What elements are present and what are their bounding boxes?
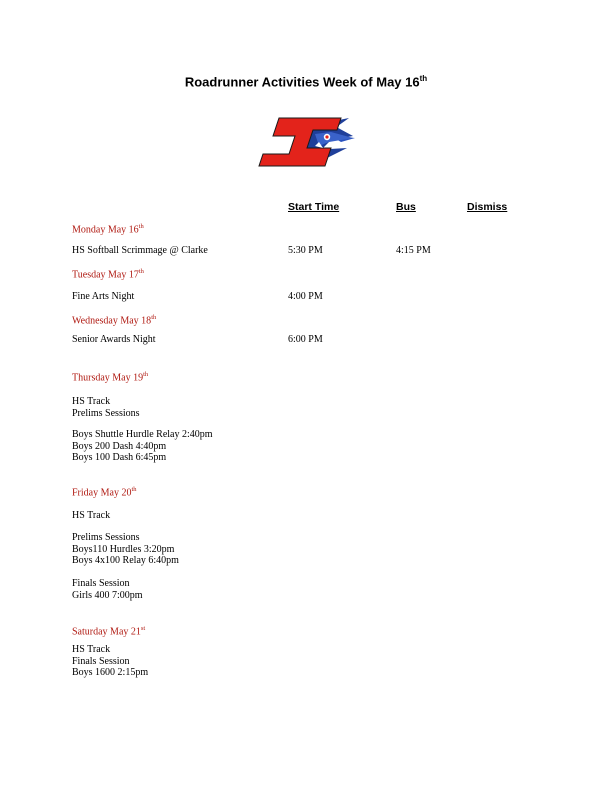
list-item: HS Track: [72, 644, 111, 655]
day-sup: th: [143, 371, 149, 378]
event-tuesday: Fine Arts Night: [72, 291, 135, 302]
friday-block-2: [72, 532, 179, 567]
day-heading-wednesday: [72, 314, 156, 326]
day-sup: th: [131, 486, 137, 493]
day-label: Saturday May 21: [72, 626, 141, 638]
page-title: [0, 74, 612, 89]
list-item: Boys 200 Dash 4:40pm: [72, 440, 167, 452]
list-item: Boys 4x100 Relay 6:40pm: [72, 555, 179, 566]
list-item: HS Track: [72, 510, 111, 521]
list-item: Girls 400 7:00pm: [72, 589, 143, 601]
list-item: Boys 100 Dash 6:45pm: [72, 452, 167, 463]
list-item: Boys110 Hurdles 3:20pm: [72, 543, 175, 555]
day-heading-friday: [72, 486, 137, 498]
day-heading-saturday: [72, 625, 145, 637]
day-sup: th: [151, 314, 157, 321]
column-header-start-time: Start Time: [288, 201, 340, 213]
page-title-text: Roadrunner Activities Week of May 16: [184, 74, 420, 90]
column-header-bus: Bus: [396, 201, 416, 213]
list-item: Finals Session: [72, 655, 130, 667]
day-sup: th: [138, 268, 144, 275]
friday-block-1: [72, 510, 110, 522]
list-item: Finals Session: [72, 578, 130, 589]
day-label: Monday May 16: [72, 224, 139, 236]
event-monday: HS Softball Scrimmage @ Clarke: [72, 245, 208, 256]
list-item: Prelims Sessions: [72, 532, 140, 543]
day-sup: th: [138, 223, 144, 230]
day-label: Friday May 20: [72, 487, 132, 499]
day-sup: st: [140, 625, 146, 632]
list-item: Boys 1600 2:15pm: [72, 667, 149, 678]
list-item: Prelims Sessions: [72, 407, 140, 419]
day-label: Tuesday May 17: [72, 269, 139, 281]
page-title-sup: th: [419, 74, 428, 83]
start-time-wednesday: 6:00 PM: [288, 334, 323, 345]
event-wednesday: Senior Awards Night: [72, 334, 156, 345]
bus-time-monday: 4:15 PM: [396, 245, 431, 256]
day-label: Wednesday May 18: [72, 315, 152, 327]
friday-block-3: [72, 578, 143, 601]
list-item: HS Track: [72, 396, 111, 407]
start-time-monday: 5:30 PM: [288, 245, 323, 256]
day-heading-tuesday: [72, 268, 144, 280]
column-header-dismiss: Dismiss: [467, 201, 508, 213]
day-heading-thursday: [72, 371, 148, 383]
day-heading-monday: [72, 223, 144, 235]
thursday-block-2: [72, 429, 213, 464]
roadrunner-logo-icon: [257, 114, 355, 170]
list-item: Boys Shuttle Hurdle Relay 2:40pm: [72, 429, 213, 440]
day-label: Thursday May 19: [72, 372, 144, 384]
saturday-block-1: [72, 644, 148, 679]
start-time-tuesday: 4:00 PM: [288, 291, 323, 302]
thursday-block-1: [72, 396, 140, 419]
